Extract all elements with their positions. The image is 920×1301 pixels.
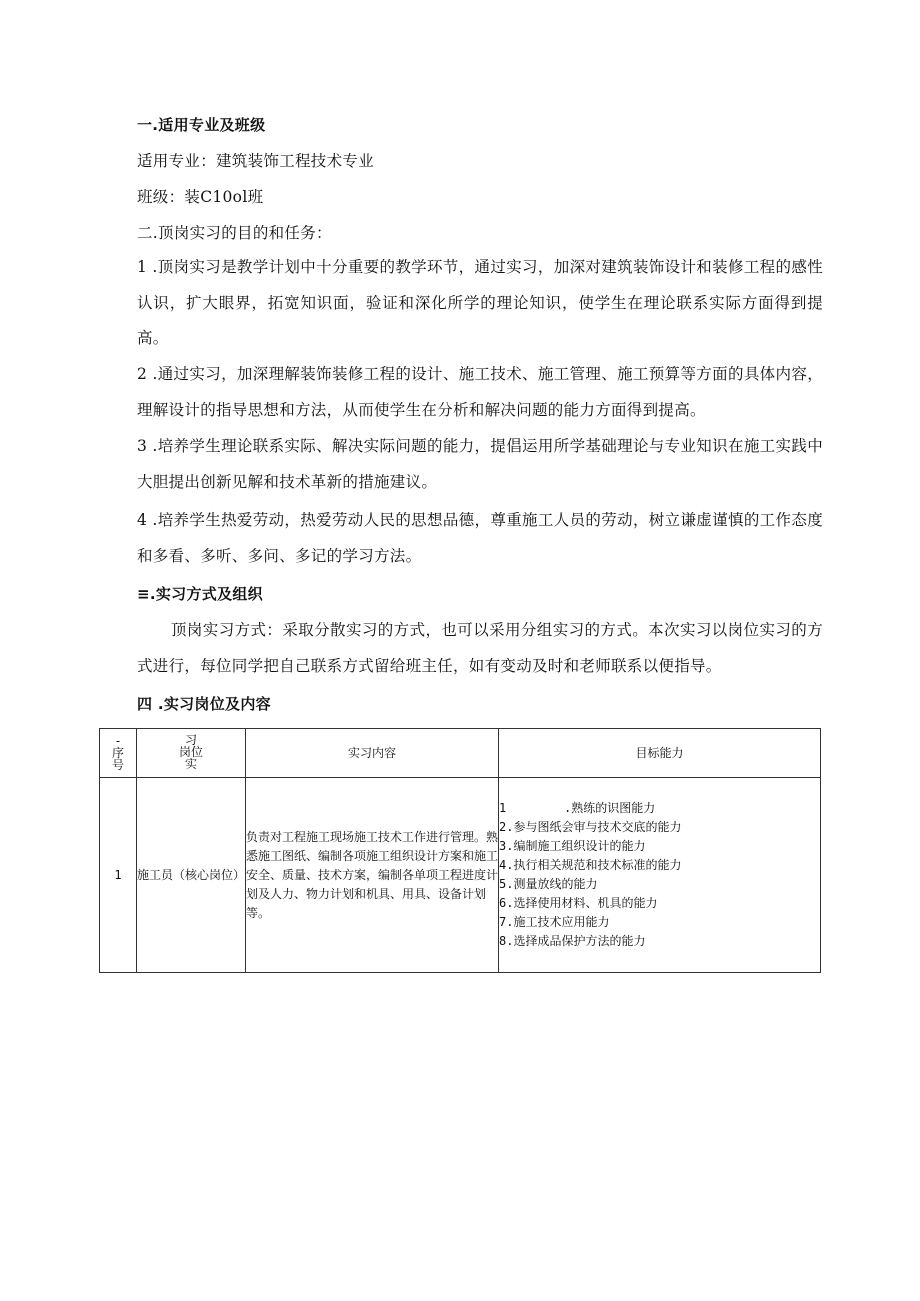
- ability-item: 1 .熟练的识图能力: [499, 801, 656, 815]
- table-row: [100, 778, 821, 973]
- purpose-item-1: 1 .顶岗实习是教学计划中十分重要的教学环节，通过实习，加深对建筑装饰设计和装修工程的感性认识，扩大眼界，拓宽知识面，验证和深化所学的理论知识，使学生在理论联系实际方面得到提高。: [137, 258, 823, 347]
- section-3-heading: ≡.实习方式及组织: [137, 585, 263, 603]
- class-line: 班级：装C10ol班: [137, 188, 264, 206]
- header-ability-cell: 目标能力: [499, 729, 821, 778]
- header-post-bot: 实: [184, 756, 197, 771]
- ability-item: 6.选择使用材料、机具的能力: [499, 896, 658, 910]
- ability-item: 2.参与图纸会审与技术交底的能力: [499, 820, 682, 834]
- ability-item: 7.施工技术应用能力: [499, 915, 610, 929]
- section-1-heading: 一.适用专业及班级: [137, 116, 266, 134]
- header-no-bot: 号: [111, 757, 124, 772]
- row-post-cell: 施工员（核心岗位）: [137, 778, 246, 973]
- header-no-top: -: [114, 733, 122, 748]
- header-content-cell: 实习内容: [246, 729, 499, 778]
- row-ability-cell: [499, 778, 821, 973]
- row-no-cell: 1: [100, 778, 137, 973]
- section-4-heading: 四 .实习岗位及内容: [137, 695, 271, 713]
- row-content-cell: 负责对工程施工现场施工技术工作进行管理。熟悉施工图纸、编制各项施工组织设计方案和施工安全、质量、技术方案，编制各单项工程进度计划及人力、物力计划和机具、用具、设备计划等。: [246, 778, 499, 973]
- ability-list: [499, 799, 820, 951]
- header-post-mid: 岗位: [178, 744, 203, 759]
- ability-item: 4.执行相关规范和技术标准的能力: [499, 858, 682, 872]
- internship-table: [99, 728, 821, 973]
- header-no-mid: 序: [111, 745, 124, 760]
- purpose-item-2: 2 .通过实习，加深理解装饰装修工程的设计、施工技术、施工管理、施工预算等方面的具体内容，理解设计的指导思想和方法，从而使学生在分析和解决问题的能力方面得到提高。: [137, 365, 823, 419]
- section-3-body: 顶岗实习方式：采取分散实习的方式，也可以采用分组实习的方式。本次实习以岗位实习的方式进行，每位同学把自己联系方式留给班主任，如有变动及时和老师联系以便指导。: [137, 621, 823, 675]
- ability-item: 5.测量放线的能力: [499, 877, 598, 891]
- purpose-item-3: 3 .培养学生理论联系实际、解决实际问题的能力，提倡运用所学基础理论与专业知识在施工实践中大胆提出创新见解和技术革新的措施建议。: [137, 437, 823, 491]
- section-2-heading: 二.顶岗实习的目的和任务：: [137, 224, 332, 242]
- header-post-top: 习: [184, 732, 197, 747]
- header-no-cell: [100, 729, 137, 778]
- table-header-row: [100, 729, 821, 778]
- purpose-item-4: 4 .培养学生热爱劳动，热爱劳动人民的思想品德，尊重施工人员的劳动，树立谦虚谨慎的工作态度和多看、多听、多问、多记的学习方法。: [137, 511, 823, 565]
- major-line: 适用专业：建筑装饰工程技术专业: [137, 152, 375, 170]
- header-post-cell: [137, 729, 246, 778]
- ability-item: 8.选择成品保护方法的能力: [499, 934, 646, 948]
- ability-item: 3.编制施工组织设计的能力: [499, 839, 646, 853]
